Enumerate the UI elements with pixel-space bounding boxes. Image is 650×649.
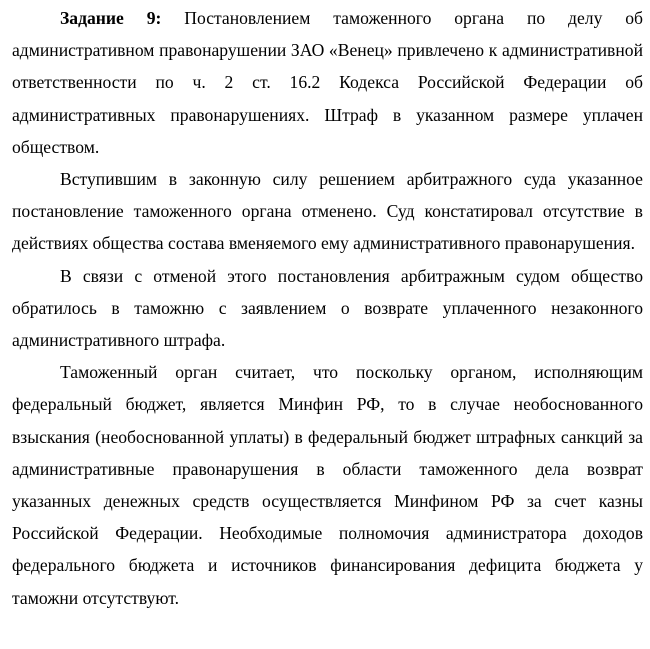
task-label: Задание 9: — [60, 8, 162, 28]
paragraph-court-decision: Вступившим в законную силу решением арбитражного суда указанное постановление таможенного органа отменено. Суд констатировал отсутствие в действиях общества состава вменяемого ему административного правонарушения. — [12, 169, 643, 254]
paragraph-customs-position: Таможенный орган считает, что поскольку органом, исполняющим федеральный бюджет, является Минфин РФ, то в случае необоснованного взыскания (необоснованной уплаты) в федеральный бюджет штрафных санкций за административные правонарушения в области таможенного дела возврат указанных денежных средств осуществляется Минфином РФ за счет казны Российской Федерации. Необходимые полномочия администратора доходов федерального бюджета и источников финансирования дефицита бюджета у таможни отсутствуют. — [12, 362, 643, 608]
task-paragraph — [12, 2, 643, 163]
task-intro-text: Постановлением таможенного органа по делу об административном правонарушении ЗАО «Венец» привлечено к административной ответственности по ч. 2 ст. 16.2 Кодекса Российской Федерации об административных правонарушениях. Штраф в указанном размере уплачен обществом. — [12, 8, 643, 157]
paragraph-refund-request: В связи с отменой этого постановления арбитражным судом общество обратилось в таможню с заявлением о возврате уплаченного незаконного административного штрафа. — [12, 265, 643, 351]
